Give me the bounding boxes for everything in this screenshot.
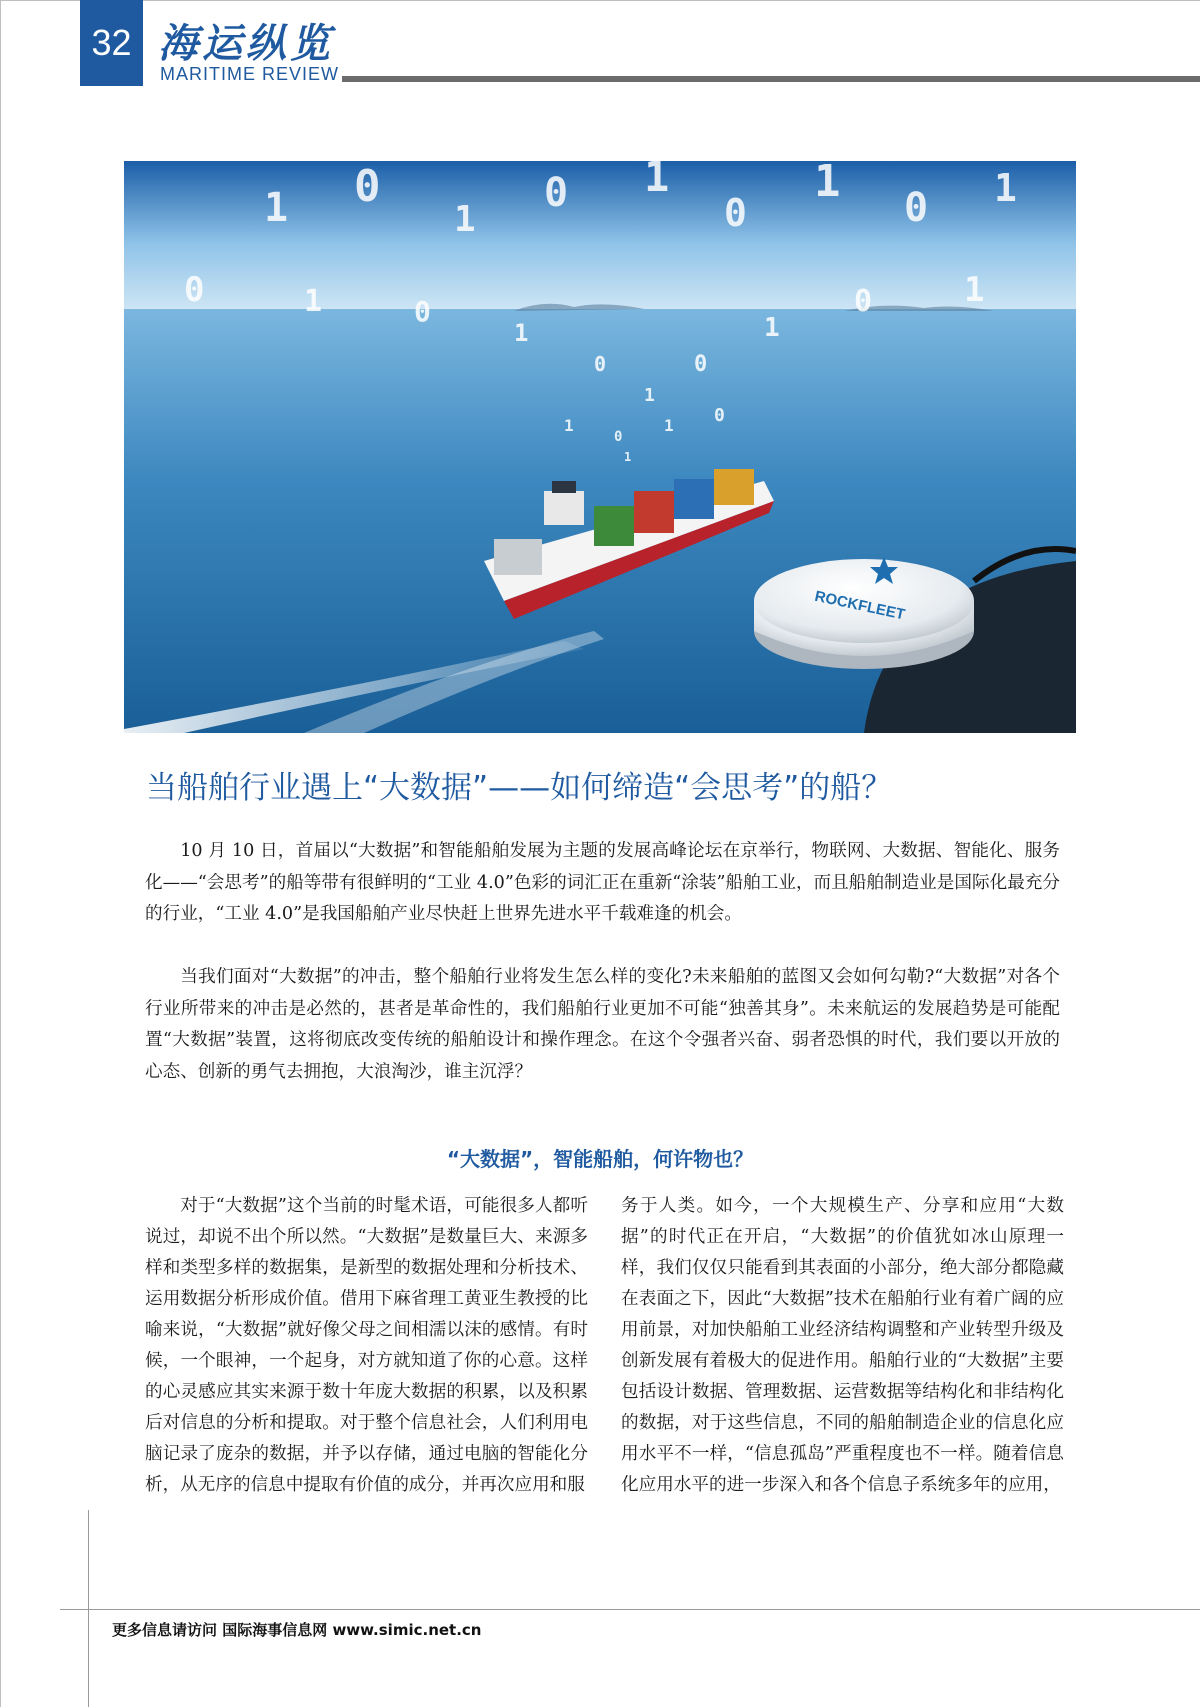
intro-paragraph-1: 10 月 10 日，首届以“大数据”和智能船舶发展为主题的发展高峰论坛在京举行，物联网、大数据、智能化、服务化——“会思考”的船等带有很鲜明的“工业 4.0”色彩的词汇正在重新“涂装”船舶工业，而且船舶制造业是国际化最充分的行业，“工业 4.0”是我国船舶产业尽快赶上世界先进水平千载难逢的机会。 [145,841,1060,924]
svg-text:1: 1 [564,416,574,435]
page-number: 32 [80,0,143,86]
footer-divider [60,1609,1200,1610]
svg-text:1: 1 [624,450,632,464]
article-headline: 当船舶行业遇上“大数据”——如何缔造“会思考”的船？ [146,770,893,806]
header-rule [342,76,1200,82]
svg-text:0: 0 [714,405,725,426]
svg-text:0: 0 [854,284,873,319]
svg-text:0: 0 [414,295,431,328]
svg-text:0: 0 [594,352,607,376]
svg-text:1: 1 [664,416,674,435]
svg-text:1: 1 [454,199,476,240]
svg-text:1: 1 [644,161,670,201]
svg-text:1: 1 [994,166,1017,210]
body-column-left: 对于“大数据”这个当前的时髦术语，可能很多人都听说过，却说不出个所以然。“大数据”是数量巨大、来源多样和类型多样的数据集，是新型的数据处理和分析技术、运用数据分析形成价值。借用下麻省理工黄亚生教授的比喻来说，“大数据”就好像父母之间相濡以沫的感情。有时候，一个眼神，一个起身，对方就知道了你的心意。这样的心灵感应其实来源于数十年庞大数据的积累，以及积累后对信息的分析和提取。对于整个信息社会，人们利用电脑记录了庞杂的数据，并予以存储，通过电脑的智能化分析，从无序的信息中提取有价值的成分，并再次应用和服 [145,1196,588,1495]
svg-text:1: 1 [304,284,323,319]
svg-text:0: 0 [184,270,205,310]
svg-text:0: 0 [904,185,929,231]
body-column-right: 务于人类。如今，一个大规模生产、分享和应用“大数据”的时代正在开启，“大数据”的价值犹如冰山原理一样，我们仅仅只能看到其表面的小部分，绝大部分都隐藏在表面之下，因此“大数据”技术在船舶行业有着广阔的应用前景，对加快船舶工业经济结构调整和产业转型升级及创新发展有着极大的促进作用。船舶行业的“大数据”主要包括设计数据、管理数据、运营数据等结构化和非结构化的数据，对于这些信息，不同的船舶制造企业的信息化应用水平不一样，“信息孤岛”严重程度也不一样。随着信息化应用水平的进一步深入和各个信息子系统多年的应用， [621,1196,1064,1495]
sky [124,161,1076,311]
device-brand: ROCKFLEET [813,587,907,624]
section-subheading: “大数据”，智能船舶，何许物也？ [446,1147,754,1171]
magazine-title-en: MARITIME REVIEW [160,64,340,84]
svg-text:0: 0 [614,429,623,445]
page-left-edge [0,0,1,1707]
hero-image [124,161,1076,733]
svg-text:0: 0 [724,191,747,235]
svg-text:1: 1 [644,385,655,406]
svg-text:1: 1 [264,185,289,231]
svg-text:1: 1 [964,270,985,310]
hero-illustration [124,161,1076,733]
svg-text:0: 0 [694,352,708,377]
intro-paragraph-2: 当我们面对“大数据”的冲击，整个船舶行业将发生怎么样的变化?未来船舶的蓝图又会如何勾勒?“大数据”对各个行业所带来的冲击是必然的，甚者是革命性的，我们船舶行业更加不可能“独善其身”。未来航运的发展趋势是可能配置“大数据”装置，这将彻底改变传统的船舶设计和操作理念。在这个令强者兴奋、弱者恐惧的时代，我们要以开放的心态、创新的勇气去拥抱，大浪淘沙，谁主沉浮？ [145,967,1060,1082]
svg-text:1: 1 [764,313,780,343]
page-top-edge [0,0,1200,1]
svg-text:0: 0 [354,161,381,212]
svg-text:1: 1 [514,319,529,347]
magazine-title-cn: 海运纵览 [158,20,334,67]
svg-text:0: 0 [544,170,569,216]
svg-text:1: 1 [814,161,841,207]
footer-link-text: 更多信息请访问 国际海事信息网 www.simic.net.cn [112,1621,482,1639]
rockfleet-device [754,557,974,669]
